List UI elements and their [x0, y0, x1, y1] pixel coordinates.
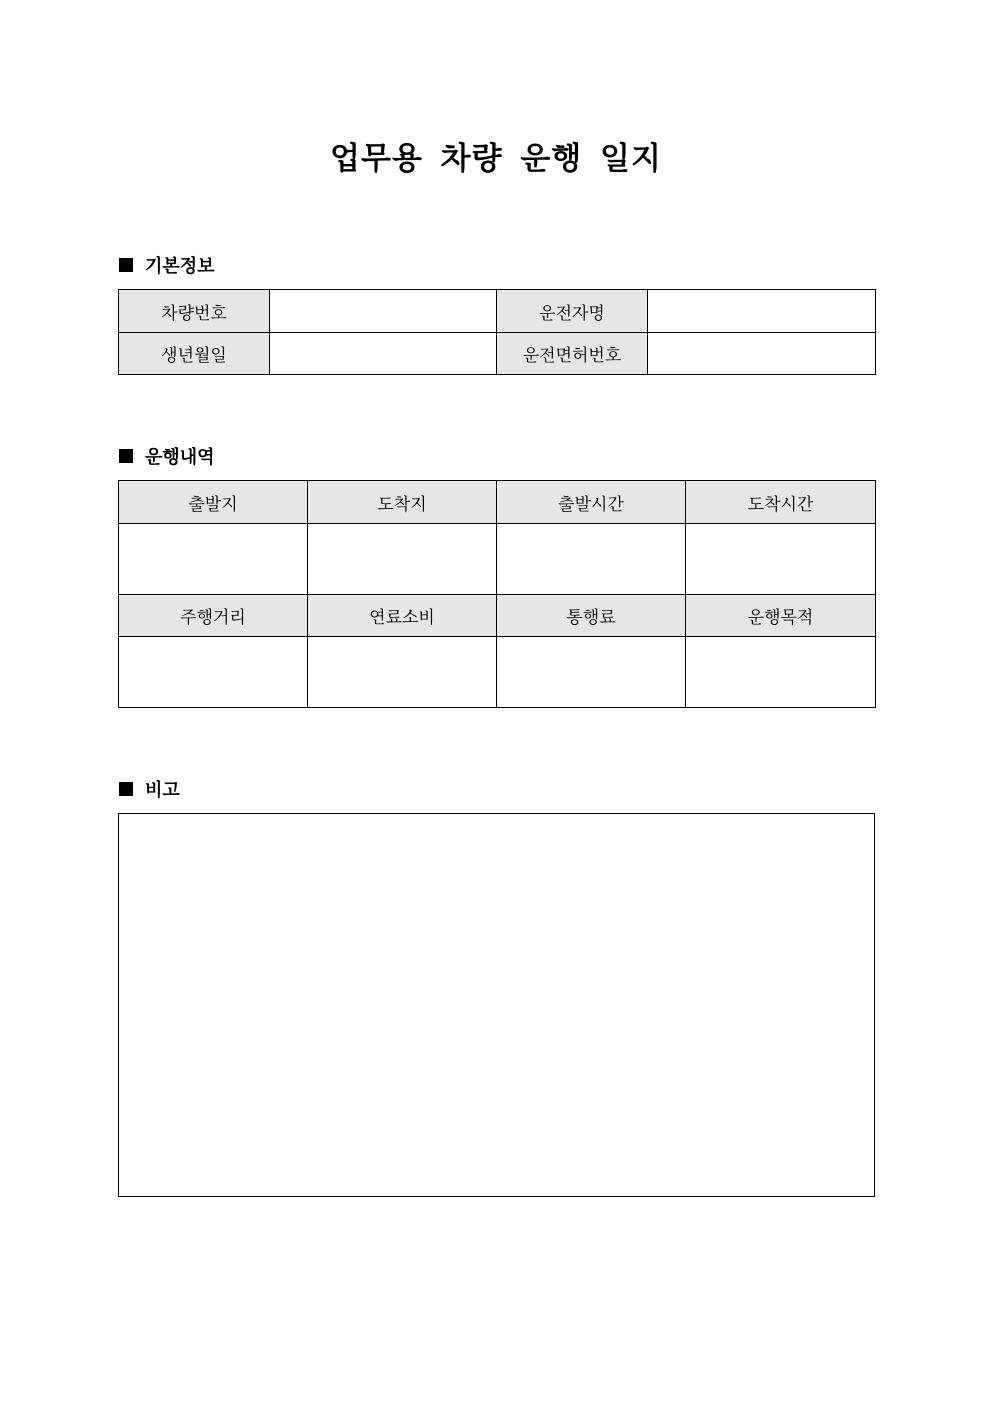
remarks-heading-label: 비고 [145, 780, 180, 801]
square-bullet-icon [119, 782, 133, 796]
departure-time-field[interactable] [497, 524, 686, 595]
table-row [119, 595, 876, 637]
trip-purpose-field[interactable] [686, 637, 876, 708]
page-title: 업무용 차량 운행 일지 [330, 141, 662, 177]
table-row [119, 290, 876, 333]
trip-details-table [118, 480, 876, 708]
birth-date-field[interactable] [270, 333, 497, 375]
trip-purpose-label: 운행목적 [686, 595, 876, 637]
table-row [119, 637, 876, 708]
toll-fee-label: 통행료 [497, 595, 686, 637]
arrival-time-label: 도착시간 [686, 481, 876, 524]
basic-info-heading [119, 253, 215, 277]
trip-details-heading-label: 운행내역 [145, 447, 215, 468]
distance-field[interactable] [119, 637, 308, 708]
basic-info-heading-label: 기본정보 [145, 256, 215, 277]
square-bullet-icon [119, 258, 133, 272]
birth-date-label: 생년월일 [119, 333, 270, 375]
remarks-heading [119, 777, 180, 801]
departure-place-label: 출발지 [119, 481, 308, 524]
driver-name-label: 운전자명 [497, 290, 648, 333]
vehicle-number-label: 차량번호 [119, 290, 270, 333]
basic-info-table [118, 289, 876, 375]
license-number-field[interactable] [648, 333, 876, 375]
departure-time-label: 출발시간 [497, 481, 686, 524]
fuel-consumption-field[interactable] [308, 637, 497, 708]
trip-details-heading [119, 444, 215, 468]
table-row [119, 524, 876, 595]
arrival-time-field[interactable] [686, 524, 876, 595]
toll-fee-field[interactable] [497, 637, 686, 708]
remarks-box[interactable] [118, 813, 875, 1197]
arrival-place-field[interactable] [308, 524, 497, 595]
square-bullet-icon [119, 449, 133, 463]
departure-place-field[interactable] [119, 524, 308, 595]
fuel-consumption-label: 연료소비 [308, 595, 497, 637]
driver-name-field[interactable] [648, 290, 876, 333]
distance-label: 주행거리 [119, 595, 308, 637]
arrival-place-label: 도착지 [308, 481, 497, 524]
license-number-label: 운전면허번호 [497, 333, 648, 375]
vehicle-number-field[interactable] [270, 290, 497, 333]
table-row [119, 481, 876, 524]
table-row [119, 333, 876, 375]
